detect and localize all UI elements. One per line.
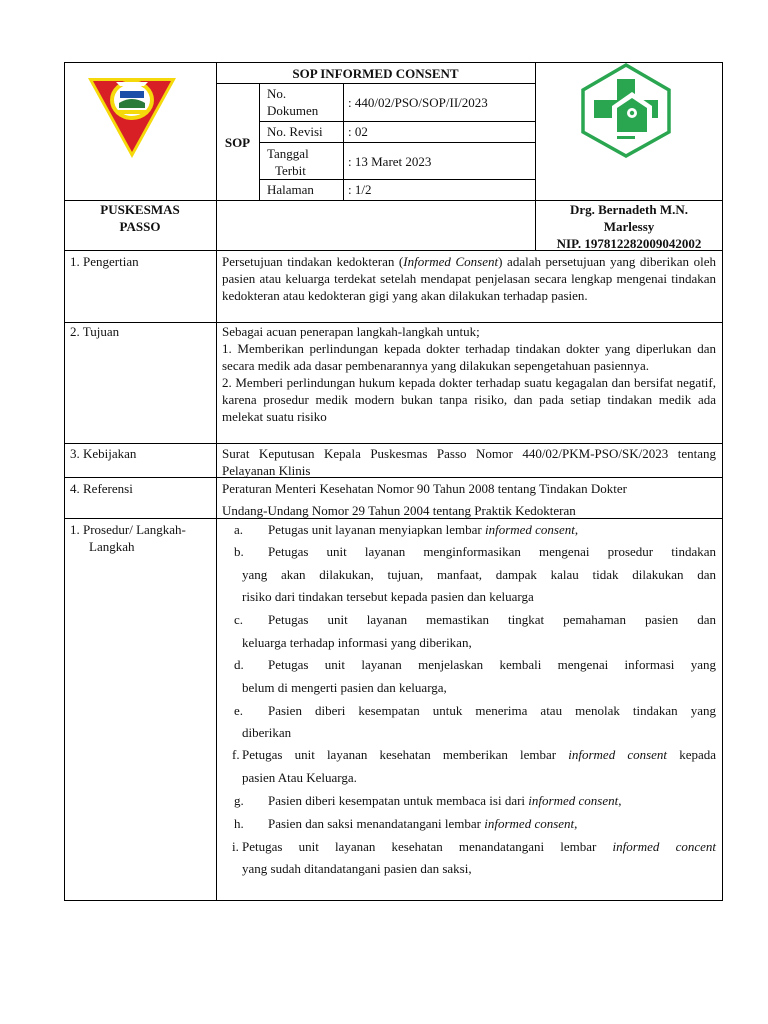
- step-e-line-2: diberikan: [242, 725, 292, 740]
- label-tujuan: 2. Tujuan: [70, 324, 120, 339]
- table-border-right: [722, 62, 723, 901]
- sop-label: SOP: [224, 135, 251, 150]
- text-kebijakan: Surat Keputusan Kepala Puskesmas Passo Nomor 440/02/PKM-PSO/SK/2023 tentang Pelayanan Klinis: [222, 446, 716, 478]
- label-prosedur-2: Langkah: [89, 539, 135, 554]
- step-g-text: Pasien diberi kesempatan untuk membaca isi dari informed consent,: [268, 793, 622, 808]
- meta-label-terbit-2: Terbit: [275, 163, 306, 178]
- meta-label-dokumen-2: Dokumen: [267, 103, 319, 118]
- meta-value-dokumen: : 440/02/PSO/SOP/II/2023: [348, 95, 488, 110]
- label-pengertian: 1. Pengertian: [70, 254, 139, 269]
- tujuan-item-1: 1. Memberikan perlindungan kepada dokter terhadap tindakan dokter yang diperlukan dan secara medik ada dasar pembenarannya yang dilakukan sepengetahuan pasiennya.: [222, 341, 716, 373]
- column-divider: [216, 62, 217, 901]
- meta-line-1: [259, 121, 535, 122]
- table-border-left: [64, 62, 65, 901]
- step-c-line-2: keluarga terhadap informasi yang diberikan,: [242, 635, 472, 650]
- step-f-line-1: Petugas unit layanan kesehatan memberikan lembar informed consent kepada: [242, 747, 716, 762]
- text-pengertian: Persetujuan tindakan kedokteran (Informed Consent) adalah persetujuan yang diberikan oleh pasien atau keluarga terdekat setelah mendapat penjelasan secara lengkap mengenai tindakan kedokteran atau kedokteran gigi yang akan dilakukan terhadap pasien.: [222, 254, 716, 303]
- meta-label-revisi: No. Revisi: [267, 124, 323, 139]
- signer-name-line1: Drg. Bernadeth M.N.: [569, 202, 689, 217]
- step-a-text: Petugas unit layanan menyiapkan lembar informed consent,: [268, 522, 579, 537]
- org-name-line2: PASSO: [119, 219, 161, 234]
- step-f-line-2: pasien Atau Keluarga.: [242, 770, 357, 785]
- step-c-line-1: Petugas unit layanan memastikan tingkat pemahaman pasien dan: [268, 612, 716, 627]
- meta-label-terbit-1: Tanggal: [267, 146, 309, 161]
- label-prosedur-1: 1. Prosedur/ Langkah-: [70, 522, 186, 537]
- meta-label-dokumen-1: No.: [267, 86, 287, 101]
- meta-line-3: [259, 179, 535, 180]
- step-e-letter: e.: [234, 703, 244, 718]
- table-border-bottom: [64, 900, 723, 901]
- step-d-line-1: Petugas unit layanan menjelaskan kembali mengenai informasi yang: [268, 657, 716, 672]
- step-h-letter: h.: [234, 816, 244, 831]
- meta-value-terbit: : 13 Maret 2023: [348, 154, 432, 169]
- text-tujuan: [222, 323, 716, 425]
- step-h-text: Pasien dan saksi menandatangani lembar informed consent,: [268, 816, 578, 831]
- emblem-logo: [86, 70, 178, 160]
- signer-nip: NIP. 197812282009042002: [556, 236, 702, 251]
- step-a-letter: a.: [234, 522, 244, 537]
- meta-value-revisi: : 02: [348, 124, 368, 139]
- meta-label-halaman: Halaman: [267, 182, 314, 197]
- meta-line-2: [259, 142, 535, 143]
- step-e-line-1: Pasien diberi kesempatan untuk menerima atau menolak tindakan yang: [268, 703, 716, 718]
- step-b-line-1: Petugas unit layanan menginformasikan mengenai prosedur tindakan: [268, 544, 716, 559]
- org-name-line1: PUSKESMAS: [100, 202, 180, 217]
- label-kebijakan: 3. Kebijakan: [70, 446, 137, 461]
- referensi-line-2: Undang-Undang Nomor 29 Tahun 2004 tentang Praktik Kedokteran: [222, 503, 576, 518]
- referensi-line-1: Peraturan Menteri Kesehatan Nomor 90 Tahun 2008 tentang Tindakan Dokter: [222, 481, 628, 496]
- signer-name-line2: Marlessy: [603, 219, 655, 234]
- step-i-letter: i.: [232, 839, 239, 854]
- document-title: SOP INFORMED CONSENT: [292, 66, 459, 81]
- meta-value-halaman: : 1/2: [348, 182, 372, 197]
- label-referensi: 4. Referensi: [70, 481, 133, 496]
- step-b-line-3: risiko dari tindakan tersebut kepada pasien dan keluarga: [242, 589, 534, 604]
- step-g-letter: g.: [234, 793, 244, 808]
- tujuan-item-2: 2. Memberi perlindungan hukum kepada dokter terhadap suatu kegagalan dan bersifat negatif, karena prosedur medik modern bukan tanpa risiko, dan pada setiap tindakan medik ada melekat suatu risiko: [222, 375, 716, 424]
- tujuan-intro: Sebagai acuan penerapan langkah-langkah untuk;: [222, 324, 480, 339]
- step-f-letter: f.: [232, 747, 240, 762]
- step-c-letter: c.: [234, 612, 244, 627]
- step-i-line-2: yang sudah ditandatangani pasien dan saksi,: [242, 861, 472, 876]
- step-b-line-2: yang akan dilakukan, tujuan, manfaat, dampak kalau tidak dilakukan dan: [242, 567, 716, 582]
- step-d-line-2: belum di mengerti pasien dan keluarga,: [242, 680, 447, 695]
- step-b-letter: b.: [234, 544, 244, 559]
- puskesmas-logo: [576, 62, 676, 158]
- step-i-line-1: Petugas unit layanan kesehatan menandatangani lembar informed concent: [242, 839, 716, 854]
- row-line-3: [64, 443, 723, 444]
- title-underline: [216, 83, 535, 84]
- step-d-letter: d.: [234, 657, 244, 672]
